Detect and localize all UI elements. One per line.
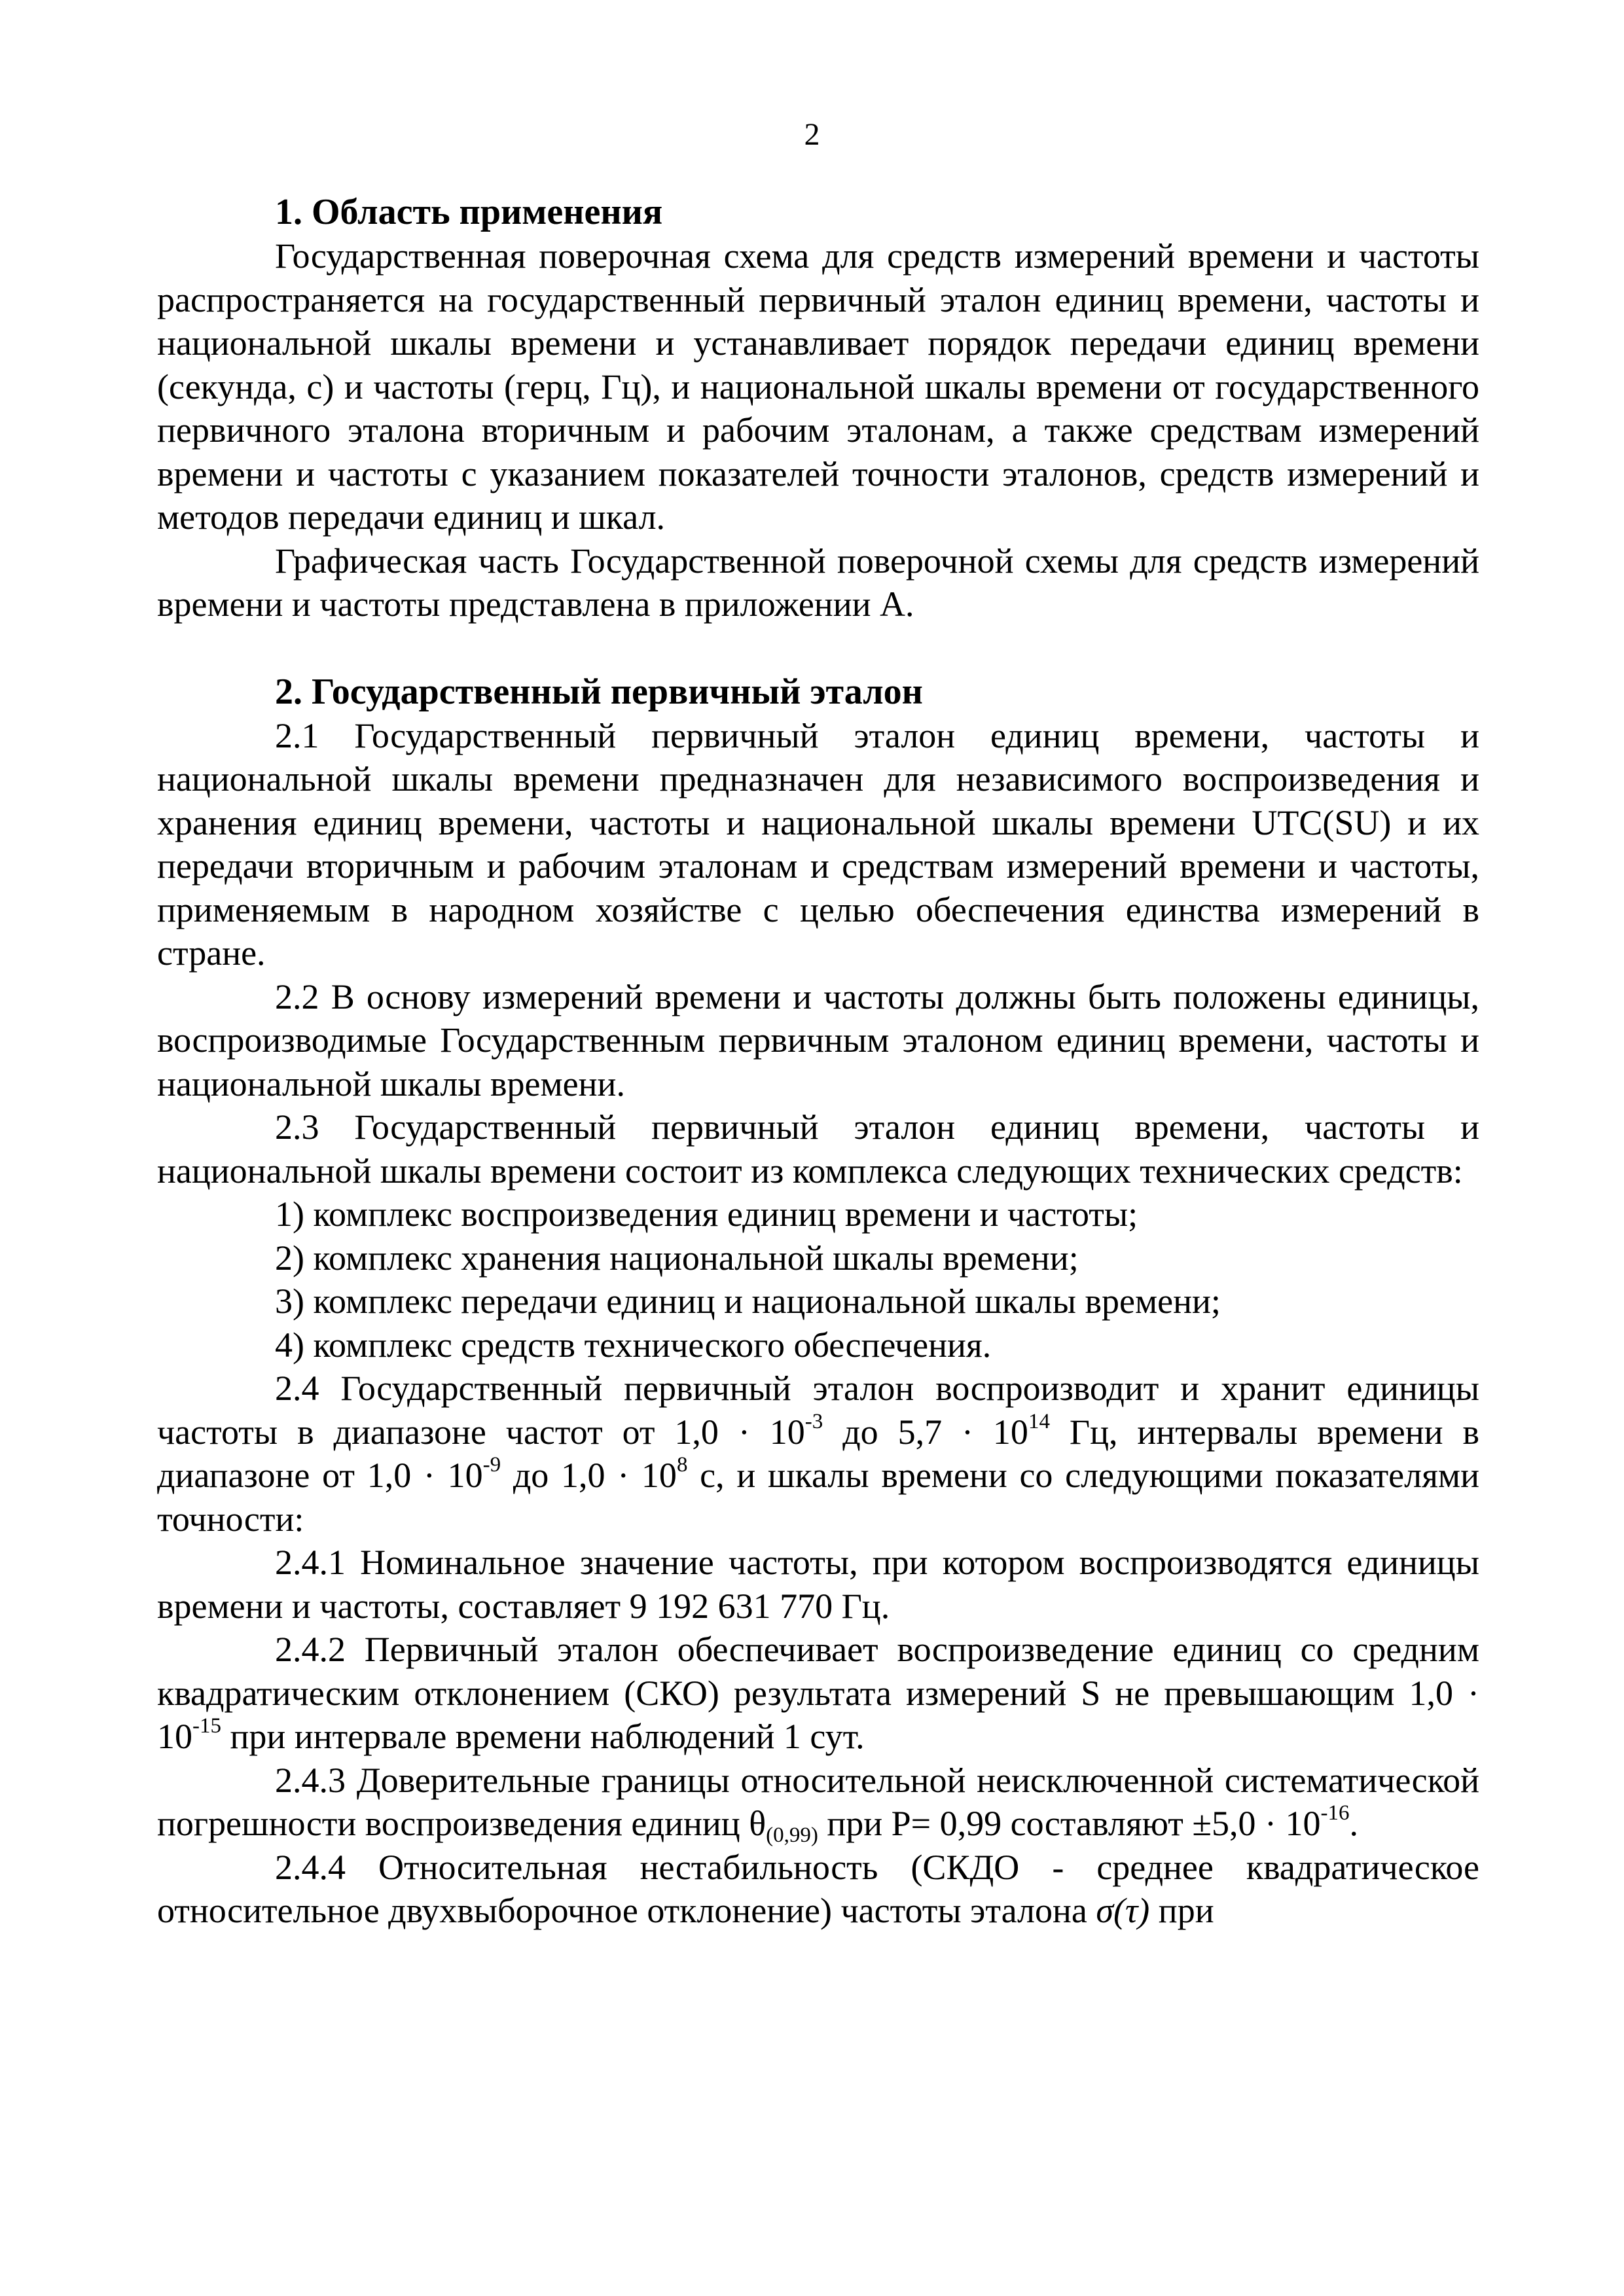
paragraph-2-4 xyxy=(157,1367,1479,1541)
text-run: 2.4.4 Относительная нестабильность (СКДО - среднее квадратическое относительное двухвыборочное отклонение) частоты эталона xyxy=(157,1847,1479,1930)
subscript: (0,99) xyxy=(766,1823,818,1847)
paragraph-2-2: 2.2 В основу измерений времени и частоты должны быть положены единицы, воспроизводимые Государственным первичным эталоном единиц времени, частоты и национальной шкалы времени. xyxy=(157,977,1479,1103)
text-run: 2.4 Государственный первичный эталон воспроизводит и хранит единицы частоты в диапазоне частот от 1,0 · 10 xyxy=(157,1369,1479,1452)
exponent: 14 xyxy=(1028,1409,1050,1433)
section-spacer xyxy=(157,626,1479,670)
text-run: Гц, интервалы времени в диапазоне от 1,0 · 10 xyxy=(157,1412,1479,1495)
section-1-paragraph-1: Государственная поверочная схема для средств измерений времени и частоты распространяется на государственный первичный эталон единиц времени, частоты и национальной шкалы времени и устанавливает порядок передачи единиц времени (секунда, с) и частоты (герц, Гц), и национальной шкалы времени от государственного первичного эталона вторичным и рабочим эталонам, а также средствам измерений времени и частоты с указанием показателей точности эталонов, средств измерений и методов передачи единиц и шкал. xyxy=(157,236,1479,537)
sigma-symbol: σ(τ) xyxy=(1096,1891,1150,1930)
section-2-heading: 2. Государственный первичный эталон xyxy=(275,671,923,712)
paragraph-2-1: 2.1 Государственный первичный эталон единиц времени, частоты и национальной шкалы времени предназначен для независимого воспроизведения и хранения единиц времени, частоты и национальной шкалы времени UTC(SU) и их передачи вторичным и рабочим эталонам и средствам измерений времени и частоты, применяемым в народном хозяйстве с целью обеспечения единства измерений в стране. xyxy=(157,715,1479,973)
text-run: при интервале времени наблюдений 1 сут. xyxy=(221,1717,865,1756)
list-item: 3) комплекс передачи единиц и национальной шкалы времени; xyxy=(275,1282,1221,1321)
list-item: 1) комплекс воспроизведения единиц времени и частоты; xyxy=(275,1194,1138,1234)
paragraph-2-4-2 xyxy=(157,1628,1479,1759)
section-1-paragraph-2: Графическая часть Государственной поверочной схемы для средств измерений времени и частоты представлена в приложении А. xyxy=(157,541,1479,624)
paragraph-2-4-3 xyxy=(157,1759,1479,1846)
exponent: -9 xyxy=(482,1453,501,1477)
text-run: с, и шкалы времени со следующими показателями точности: xyxy=(157,1456,1479,1539)
text-run: до 5,7 · 10 xyxy=(823,1412,1028,1452)
list-item: 2) комплекс хранения национальной шкалы времени; xyxy=(275,1238,1079,1278)
exponent: -16 xyxy=(1320,1801,1350,1825)
text-run: при Р= 0,99 составляют ±5,0 · 10 xyxy=(818,1804,1321,1843)
paragraph-2-4-4 xyxy=(157,1846,1479,1933)
text-run: при xyxy=(1149,1891,1214,1930)
text-run: 2.4.2 Первичный эталон обеспечивает воспроизведение единиц со средним квадратическим отклонением (СКО) результата измерений S не превышающим 1,0 · 10 xyxy=(157,1630,1479,1756)
text-run: 2.4.3 Доверительные границы относительной неисключенной систематической погрешности воспроизведения единиц θ xyxy=(157,1760,1479,1843)
exponent: -3 xyxy=(804,1409,823,1433)
paragraph-2-4-1: 2.4.1 Номинальное значение частоты, при котором воспроизводятся единицы времени и частоты, составляет 9 192 631 770 Гц. xyxy=(157,1543,1479,1626)
exponent: 8 xyxy=(676,1453,688,1477)
page-number: 2 xyxy=(804,117,820,152)
section-1-heading: 1. Область применения xyxy=(275,192,663,232)
exponent: -15 xyxy=(192,1714,221,1738)
paragraph-2-3: 2.3 Государственный первичный эталон единиц времени, частоты и национальной шкалы времени состоит из комплекса следующих технических средств: xyxy=(157,1107,1479,1191)
text-run: до 1,0 · 10 xyxy=(501,1456,677,1495)
list-item: 4) комплекс средств технического обеспечения. xyxy=(275,1325,992,1365)
document-body xyxy=(157,190,1479,1933)
text-run: . xyxy=(1349,1804,1359,1843)
